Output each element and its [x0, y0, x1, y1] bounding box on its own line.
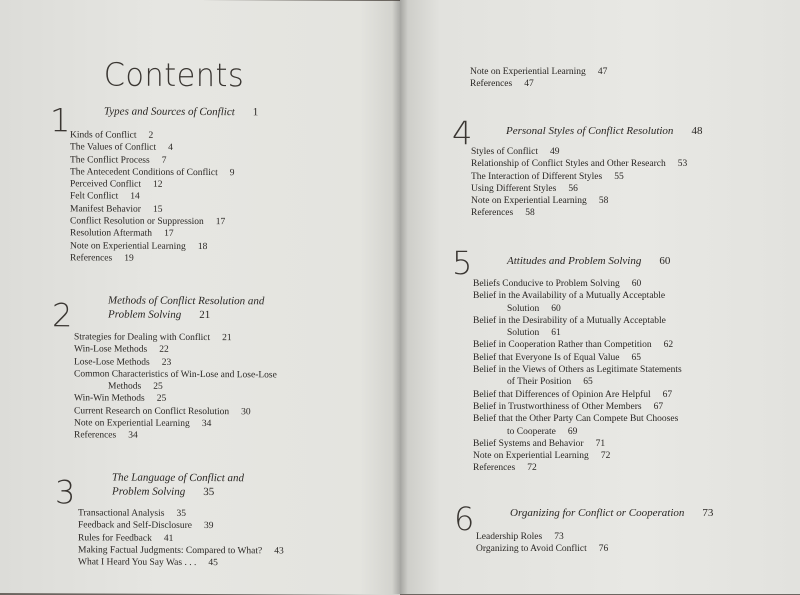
entry-title: Felt Conflict: [70, 191, 119, 203]
entry-title: Win-Win Methods: [74, 393, 145, 405]
entry-title: The Antecedent Conditions of Conflict: [70, 167, 218, 178]
entry-title: Belief that the Other Party Can Compete But Chooses: [473, 414, 679, 425]
entry-page-number: 69: [567, 426, 578, 437]
chapter-title: [104, 104, 258, 119]
entry-page-number: 73: [554, 532, 564, 542]
entry-page-number: 35: [176, 508, 186, 519]
entry-title: Belief that Differences of Opinion Are Helpful: [473, 389, 651, 400]
toc-entry: [74, 356, 277, 369]
chapter-number: 1: [50, 101, 71, 140]
entry-title: Lose-Lose Methods: [74, 356, 150, 368]
toc-entry: [70, 142, 235, 155]
entry-page-number: 56: [568, 183, 578, 194]
entry-title: Belief in the Views of Others as Legitimate Statements: [473, 365, 682, 376]
chapter-title-line: Attitudes and Problem Solving 60: [507, 255, 671, 267]
chapter-page-number: 73: [702, 507, 714, 519]
entry-title: Belief in the Availability of a Mutually Acceptable: [473, 291, 666, 302]
entry-page-number: 30: [241, 406, 251, 418]
chapter-title: [108, 294, 264, 323]
chapter-page-number: 1: [252, 106, 259, 119]
chapter-page-number: 60: [659, 255, 671, 267]
toc-entry: [78, 544, 284, 557]
entry-page-number: 47: [597, 67, 608, 77]
toc-entry: [70, 228, 235, 241]
toc-entry: [476, 531, 608, 543]
entry-page-number: 43: [274, 546, 284, 557]
entry-title: Rules for Feedback: [78, 532, 152, 544]
toc-entry: [78, 532, 284, 545]
entry-title: Belief in Trustworthiness of Other Members: [473, 401, 642, 412]
toc-entry: [471, 207, 687, 219]
entry-page-number: 23: [161, 357, 172, 368]
toc-entry: [476, 543, 608, 555]
entry-page-number: 60: [551, 303, 561, 314]
chapter-title-line: Problem Solving 21: [108, 308, 211, 322]
chapter-page-number: 21: [199, 308, 211, 322]
toc-entry: [473, 290, 682, 315]
entry-page-number: 61: [551, 328, 561, 339]
toc-entry: [473, 401, 682, 413]
chapter-page-number: 48: [691, 125, 703, 137]
toc-entry: [70, 129, 235, 142]
toc-entry: [473, 352, 682, 364]
toc-entry: [473, 450, 682, 462]
entry-page-number: 72: [527, 463, 537, 474]
toc-entry: [74, 417, 277, 430]
entry-page-number: 53: [677, 159, 688, 170]
toc-entry: [473, 413, 682, 438]
toc-entry: [70, 191, 235, 204]
entry-title: Making Factual Judgments: Compared to What?: [78, 545, 263, 557]
entry-page-number: 19: [124, 253, 134, 264]
entry-page-number: 71: [595, 438, 606, 449]
entry-title: Kinds of Conflict: [70, 130, 137, 141]
chapter-title-line: Organizing for Conflict or Cooperation 73: [510, 507, 714, 519]
entry-title: Styles of Conflict: [471, 147, 539, 157]
chapter-title: [506, 124, 702, 138]
entry-page-number: 25: [156, 394, 167, 405]
entry-title: Current Research on Conflict Resolution: [74, 406, 230, 417]
entry-page-number: 21: [222, 333, 232, 344]
toc-entry: [70, 203, 235, 216]
toc-entry: [70, 166, 235, 179]
chapter-title-line: Personal Styles of Conflict Resolution 48: [506, 125, 703, 137]
entry-title: Organizing to Avoid Conflict: [476, 544, 587, 555]
toc-entry: [471, 195, 687, 207]
entry-title: Note on Experiential Learning: [74, 418, 190, 430]
chapter-entries: [78, 507, 284, 570]
chapter-page-number: 35: [203, 486, 215, 499]
entry-page-number: 58: [598, 196, 609, 207]
toc-entry: [70, 154, 235, 167]
entry-title: References: [471, 208, 514, 219]
entry-page-number: 67: [653, 401, 664, 412]
entry-page-number: 45: [208, 558, 218, 569]
entry-title: Strategies for Dealing with Conflict: [74, 332, 211, 344]
entry-title: Using Different Styles: [471, 183, 557, 194]
entry-title: Resolution Aftermath: [70, 228, 153, 240]
chapter-entries: [476, 531, 608, 556]
toc-entry: [70, 215, 235, 228]
toc-entry: [471, 158, 687, 170]
toc-entry: [74, 368, 277, 394]
entry-title-continuation: Solution 60: [507, 303, 561, 314]
entry-page-number: 9: [229, 168, 235, 179]
entry-page-number: 39: [203, 521, 214, 532]
entry-title: Transactional Analysis: [78, 508, 165, 519]
toc-entry: [470, 66, 607, 78]
toc-entry: [470, 78, 607, 90]
chapter-number: 2: [52, 296, 73, 335]
chapter-entries: [473, 278, 682, 475]
entry-page-number: 34: [128, 430, 138, 442]
toc-entry: [471, 183, 687, 195]
chapter-title-line: Problem Solving 35: [112, 485, 215, 499]
right-page: [400, 0, 800, 594]
entry-title: References: [70, 253, 113, 264]
entry-page-number: 41: [163, 533, 174, 544]
entry-page-number: 65: [631, 352, 641, 363]
chapter-entries: [74, 331, 277, 443]
entry-page-number: 4: [168, 143, 173, 154]
toc-entry: [473, 339, 682, 351]
entry-page-number: 2: [148, 130, 154, 141]
entry-title: Perceived Conflict: [70, 179, 141, 190]
toc-entry: [74, 405, 277, 418]
entry-title: Leadership Roles: [476, 532, 543, 542]
entry-title-continuation: to Cooperate 69: [507, 426, 578, 437]
entry-page-number: 65: [583, 377, 593, 388]
entry-title: The Conflict Process: [70, 154, 150, 166]
chapter-title-line: Methods of Conflict Resolution and: [108, 294, 265, 308]
page-title: Contents: [103, 55, 245, 95]
chapter-number: 5: [452, 244, 473, 282]
entry-title: Note on Experiential Learning: [471, 196, 587, 207]
entry-title: Relationship of Conflict Styles and Other Research: [471, 159, 666, 170]
chapter-number: 4: [452, 114, 473, 152]
entry-title-continuation: Methods 25: [108, 381, 163, 392]
entry-title: Feedback and Self-Disclosure: [78, 520, 192, 532]
entry-page-number: 55: [614, 171, 624, 182]
toc-entry: [473, 364, 682, 389]
toc-entry: [473, 278, 682, 290]
entry-page-number: 67: [662, 389, 673, 400]
entry-title: Note on Experiential Learning: [70, 240, 186, 252]
chapter-title-line: Types and Sources of Conflict 1: [104, 105, 259, 119]
toc-entry: [471, 146, 687, 158]
toc-entry: [473, 438, 682, 450]
entry-page-number: 14: [130, 192, 140, 203]
entry-title: What I Heard You Say Was . . .: [78, 557, 197, 569]
entry-page-number: 17: [215, 217, 226, 228]
entry-page-number: 18: [197, 241, 208, 252]
entry-page-number: 17: [164, 229, 174, 240]
entry-page-number: 58: [525, 208, 535, 219]
entry-title: Win-Lose Methods: [74, 344, 148, 356]
toc-entry: [70, 240, 235, 253]
entry-page-number: 34: [201, 419, 212, 430]
entry-title: References: [470, 79, 513, 90]
toc-entry: [74, 344, 277, 357]
entry-title: Manifest Behavior: [70, 204, 141, 215]
entry-title: Note on Experiential Learning: [473, 451, 589, 462]
chapter-number: 6: [454, 500, 475, 538]
entry-page-number: 7: [161, 155, 167, 166]
entry-title: Belief Systems and Behavior: [473, 438, 584, 449]
entry-page-number: 72: [600, 451, 611, 462]
toc-entry: [473, 462, 682, 474]
chapter-title: [507, 254, 670, 268]
entry-title: The Values of Conflict: [70, 142, 157, 154]
entry-page-number: 76: [598, 544, 609, 555]
entry-page-number: 25: [153, 381, 163, 392]
chapter-number: 3: [55, 473, 76, 512]
entry-title: Belief that Everyone Is of Equal Value: [473, 352, 620, 363]
toc-entry: [473, 315, 682, 340]
entry-title: Belief in the Desirability of a Mutually Acceptable: [473, 315, 666, 326]
entry-page-number: 60: [631, 279, 642, 289]
entry-page-number: 12: [152, 179, 163, 190]
chapter-entries: [70, 129, 235, 265]
toc-entry: [78, 520, 284, 533]
chapter-title: [112, 471, 244, 500]
entry-title: Belief in Cooperation Rather than Competition: [473, 340, 652, 351]
entry-title: References: [473, 463, 516, 474]
book-gutter: [392, 0, 408, 594]
chapter-title-line: The Language of Conflict and: [112, 471, 244, 485]
chapter-title: [510, 506, 713, 520]
toc-entry: [473, 389, 682, 401]
entry-title: References: [74, 430, 117, 441]
entry-title-continuation: of Their Position 65: [507, 377, 593, 388]
toc-entry: [74, 331, 277, 344]
toc-entry: [70, 179, 235, 192]
toc-entry: [74, 393, 277, 406]
entry-page-number: 22: [159, 345, 169, 356]
entry-page-number: 47: [524, 79, 534, 90]
entry-page-number: 15: [152, 204, 163, 215]
entry-title: Beliefs Conducive to Problem Solving: [473, 279, 620, 289]
toc-entry: [78, 557, 284, 570]
entry-title: Common Characteristics of Win-Lose and Lose-Lose: [74, 369, 277, 381]
entry-title: Note on Experiential Learning: [470, 67, 586, 77]
toc-entry: [74, 430, 277, 443]
entry-title: The Interaction of Different Styles: [471, 171, 603, 182]
entry-title-continuation: Solution 61: [507, 328, 561, 339]
chapter-entries: [471, 146, 687, 220]
toc-entry: [70, 252, 235, 265]
entry-title: Conflict Resolution or Suppression: [70, 216, 204, 228]
entry-page-number: 49: [550, 147, 560, 157]
toc-entry: [78, 507, 284, 520]
entry-page-number: 62: [663, 340, 674, 351]
toc-entry: [471, 171, 687, 183]
carryover-entries: [470, 66, 607, 91]
